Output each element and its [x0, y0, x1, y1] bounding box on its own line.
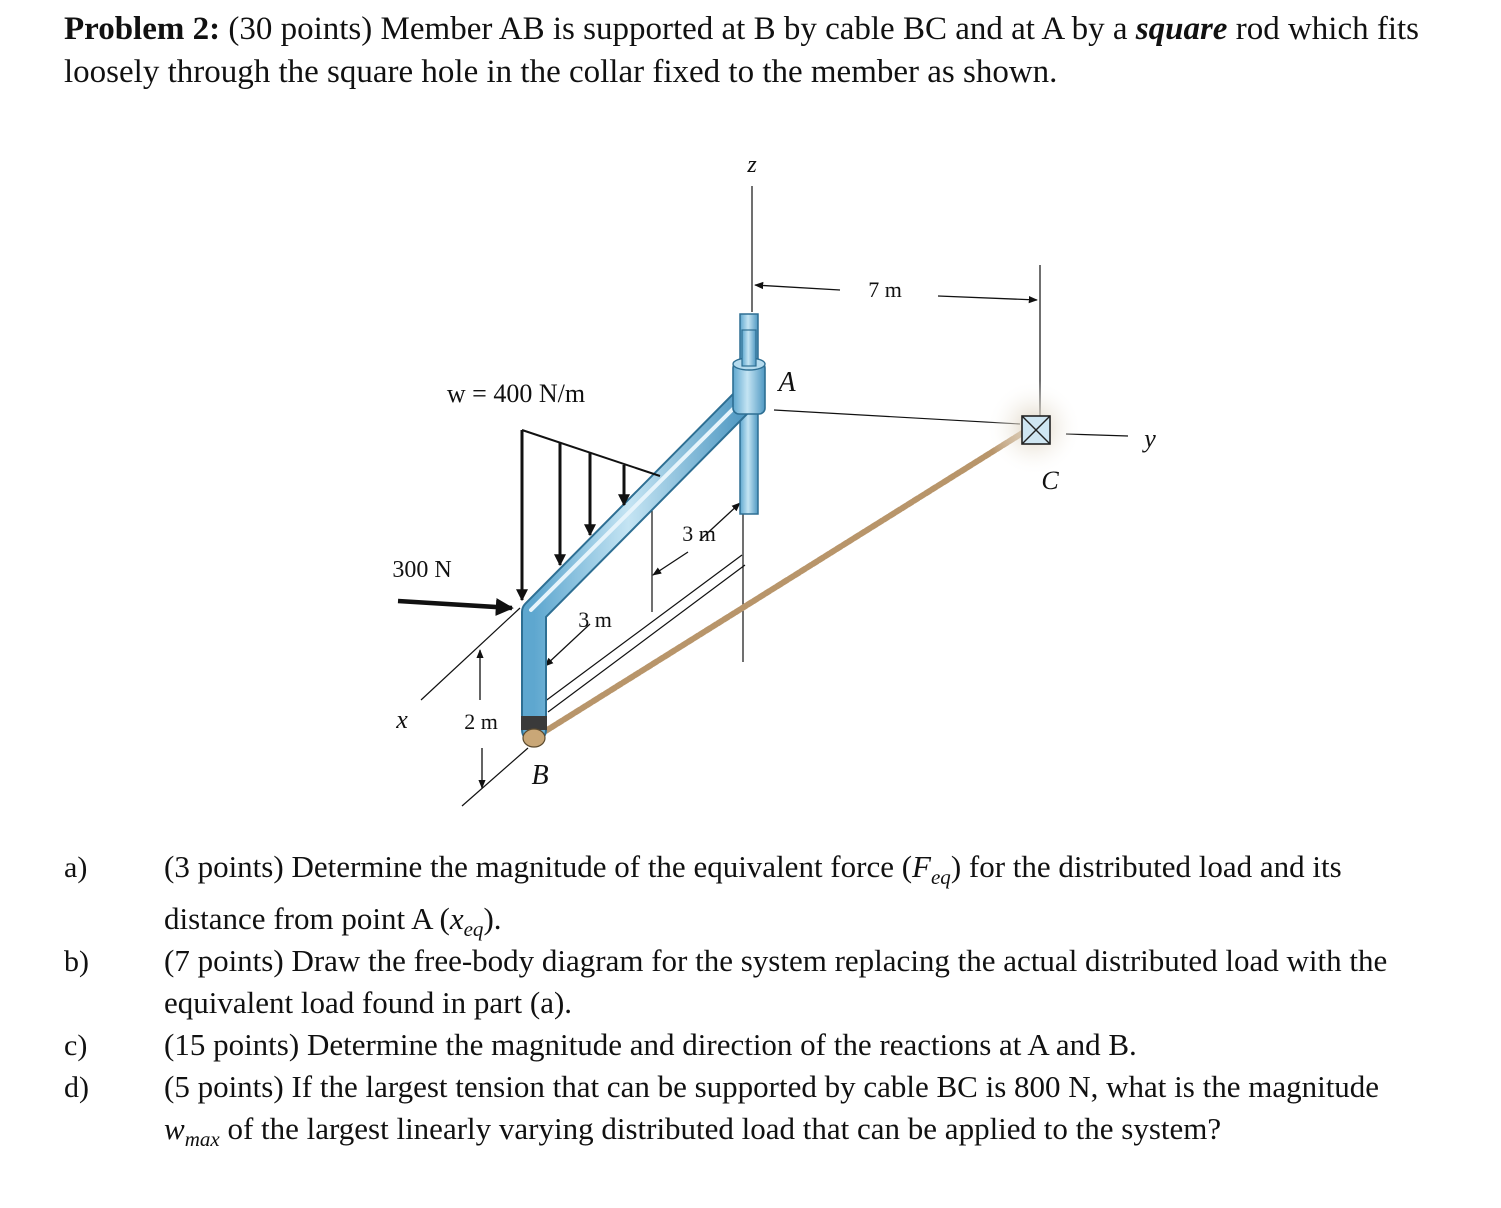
problem-emphasis: square [1135, 11, 1228, 47]
force-300n-label: 300 N [392, 557, 452, 583]
part-a-text-1: Determine the magnitude of the equivalent force ( [291, 849, 913, 884]
collar-a [733, 330, 765, 414]
part-d-text-1: If the largest tension that can be supported by cable BC is 800 N, what is the magnitude [291, 1069, 1380, 1104]
ref-line-2 [548, 565, 745, 712]
z-axis-label: z [747, 152, 757, 178]
part-d-text-2: of the largest linearly varying distributed load that can be applied to the system? [227, 1111, 1222, 1146]
part-a-text-2: ) for the distributed load and its distance from point A ( [164, 849, 1342, 936]
load-label: w = 400 N/m [446, 379, 586, 408]
part-a-letter: a) [64, 851, 88, 884]
part-b-letter: b) [64, 945, 89, 978]
point-b-label: B [531, 760, 549, 791]
point-a-label: A [778, 367, 796, 398]
part-d-points: (5 points) [164, 1069, 284, 1104]
part-a-math-f: F [912, 849, 931, 884]
problem-points: (30 points) [228, 11, 373, 47]
part-a-math-x: x [449, 901, 464, 936]
dim-3m-lower-label: 3 m [578, 607, 612, 632]
part-d-math-w: w [164, 1111, 185, 1146]
x-axis-line [421, 608, 520, 700]
part-c-body: Determine the magnitude and direction of the reactions at A and B. [306, 1027, 1137, 1062]
part-c-letter: c) [64, 1029, 88, 1062]
part-a-text [164, 846, 1404, 950]
part-d-letter: d) [64, 1071, 89, 1104]
member-ab [531, 400, 744, 730]
dim-2m-label: 2 m [464, 709, 498, 734]
x-axis-label: x [396, 705, 408, 734]
part-a-text-3: ). [483, 901, 502, 936]
dim-3m-upper-label: 3 m [682, 521, 716, 546]
part-a-sub-eq: eq [930, 865, 951, 889]
force-300n-arrow [398, 601, 512, 608]
problem-text-a: Member AB is supported at B by cable BC and at A by a [380, 11, 1128, 47]
problem-text-b: rod which fits loosely through the square hole in the collar fixed to the member as shown. [64, 11, 1420, 90]
dim-7m-label: 7 m [868, 277, 902, 302]
support-c-anchor [1022, 416, 1050, 444]
a-to-c-line [774, 410, 1020, 424]
part-a-sub-eq-2: eq [463, 917, 484, 941]
part-d-sub-max: max [184, 1127, 220, 1151]
part-a-points: (3 points) [164, 849, 284, 884]
cable-bc [528, 432, 1024, 742]
base-line-b [462, 748, 528, 806]
part-c-text [164, 1024, 1404, 1066]
dim-7m-right [938, 296, 1037, 300]
y-axis-label: y [1144, 424, 1156, 453]
part-b-points: (7 points) [164, 943, 284, 978]
part-c-points: (15 points) [164, 1027, 300, 1062]
dim-7m-left [755, 285, 840, 290]
dim-3m-middle-arrow [653, 552, 688, 575]
part-d-text [164, 1066, 1404, 1160]
problem-label: Problem 2: [64, 11, 221, 47]
point-c-label: C [1041, 466, 1059, 495]
part-b-text [164, 940, 1404, 1024]
part-b-body: Draw the free-body diagram for the system replacing the actual distributed load with the equivalent load found in part (a). [164, 943, 1388, 1020]
